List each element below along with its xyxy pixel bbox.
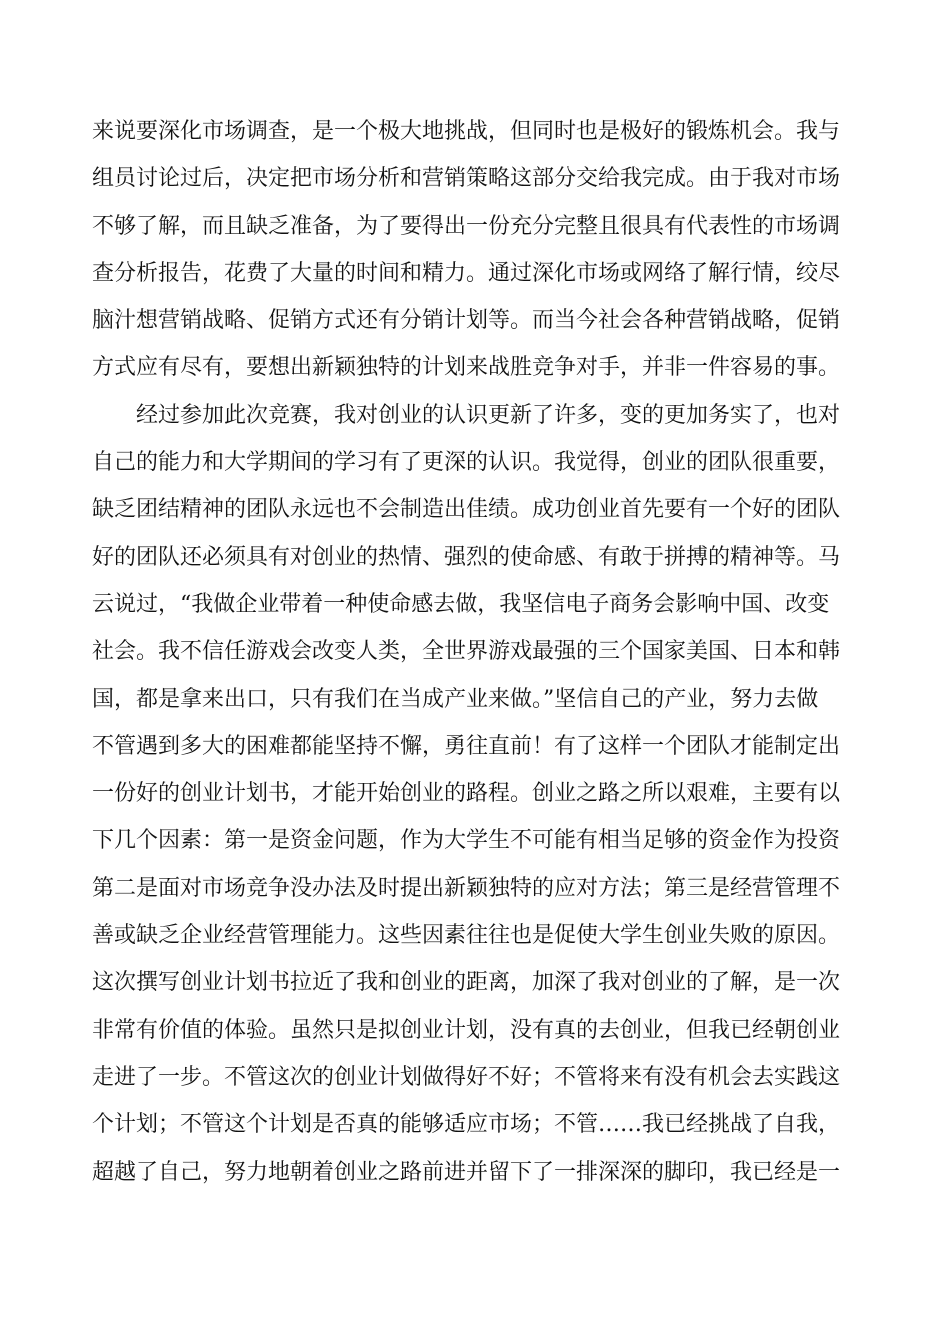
text-line: 善或缺乏企业经营管理能力。这些因素往往也是促使大学生创业失败的原因。 — [92, 923, 841, 949]
text-line: 走进了一步。不管这次的创业计划做得好不好；不管将来有没有机会去实践这 — [92, 1064, 841, 1090]
text-line: 国，都是拿来出口，只有我们在当成产业来做。”坚信自己的产业，努力去做 — [92, 686, 819, 712]
text-line: 来说要深化市场调查，是一个极大地挑战，但同时也是极好的锻炼机会。我与 — [92, 119, 841, 144]
text-line: 云说过，“我做企业带着一种使命感去做，我坚信电子商务会影响中国、改变 — [92, 591, 830, 617]
text-line: 非常有价值的体验。虽然只是拟创业计划，没有真的去创业，但我已经朝创业 — [92, 1017, 841, 1043]
text-line: 一份好的创业计划书，才能开始创业的路程。创业之路之所以艰难，主要有以 — [92, 781, 841, 807]
text-line: 第二是面对市场竞争没办法及时提出新颖独特的应对方法；第三是经营管理不 — [92, 875, 841, 901]
text-line: 社会。我不信任游戏会改变人类，全世界游戏最强的三个国家美国、日本和韩 — [92, 639, 841, 665]
text-line: 自己的能力和大学期间的学习有了更深的认识。我觉得，创业的团队很重要， — [92, 450, 841, 476]
text-line: 超越了自己，努力地朝着创业之路前进并留下了一排深深的脚印，我已经是一 — [92, 1159, 841, 1185]
text-line: 好的团队还必须具有对创业的热情、强烈的使命感、有敢于拼搏的精神等。马 — [92, 544, 841, 570]
text-line: 缺乏团结精神的团队永远也不会制造出佳绩。成功创业首先要有一个好的团队 — [92, 497, 841, 523]
text-line: 个计划；不管这个计划是否真的能够适应市场；不管……我已经挑战了自我， — [92, 1112, 841, 1138]
text-line: 这次撰写创业计划书拉近了我和创业的距离，加深了我对创业的了解，是一次 — [92, 970, 841, 996]
text-line: 不管遇到多大的困难都能坚持不懈，勇往直前！有了这样一个团队才能制定出 — [92, 733, 841, 759]
text-line: 查分析报告，花费了大量的时间和精力。通过深化市场或网络了解行情，绞尽 — [92, 260, 841, 286]
paragraph-first-line: 经过参加此次竞赛，我对创业的认识更新了许多，变的更加务实了，也对 — [136, 402, 841, 428]
text-line: 组员讨论过后，决定把市场分析和营销策略这部分交给我完成。由于我对市场 — [92, 166, 841, 192]
body-text — [92, 108, 862, 1196]
text-line: 不够了解，而且缺乏准备，为了要得出一份充分完整且很具有代表性的市场调 — [92, 213, 841, 239]
text-line: 下几个因素：第一是资金问题，作为大学生不可能有相当足够的资金作为投资 — [92, 828, 841, 854]
text-line: 脑汁想营销战略、促销方式还有分销计划等。而当今社会各种营销战略，促销 — [92, 308, 841, 334]
text-line: 方式应有尽有，要想出新颖独特的计划来战胜竞争对手，并非一件容易的事。 — [92, 355, 841, 381]
